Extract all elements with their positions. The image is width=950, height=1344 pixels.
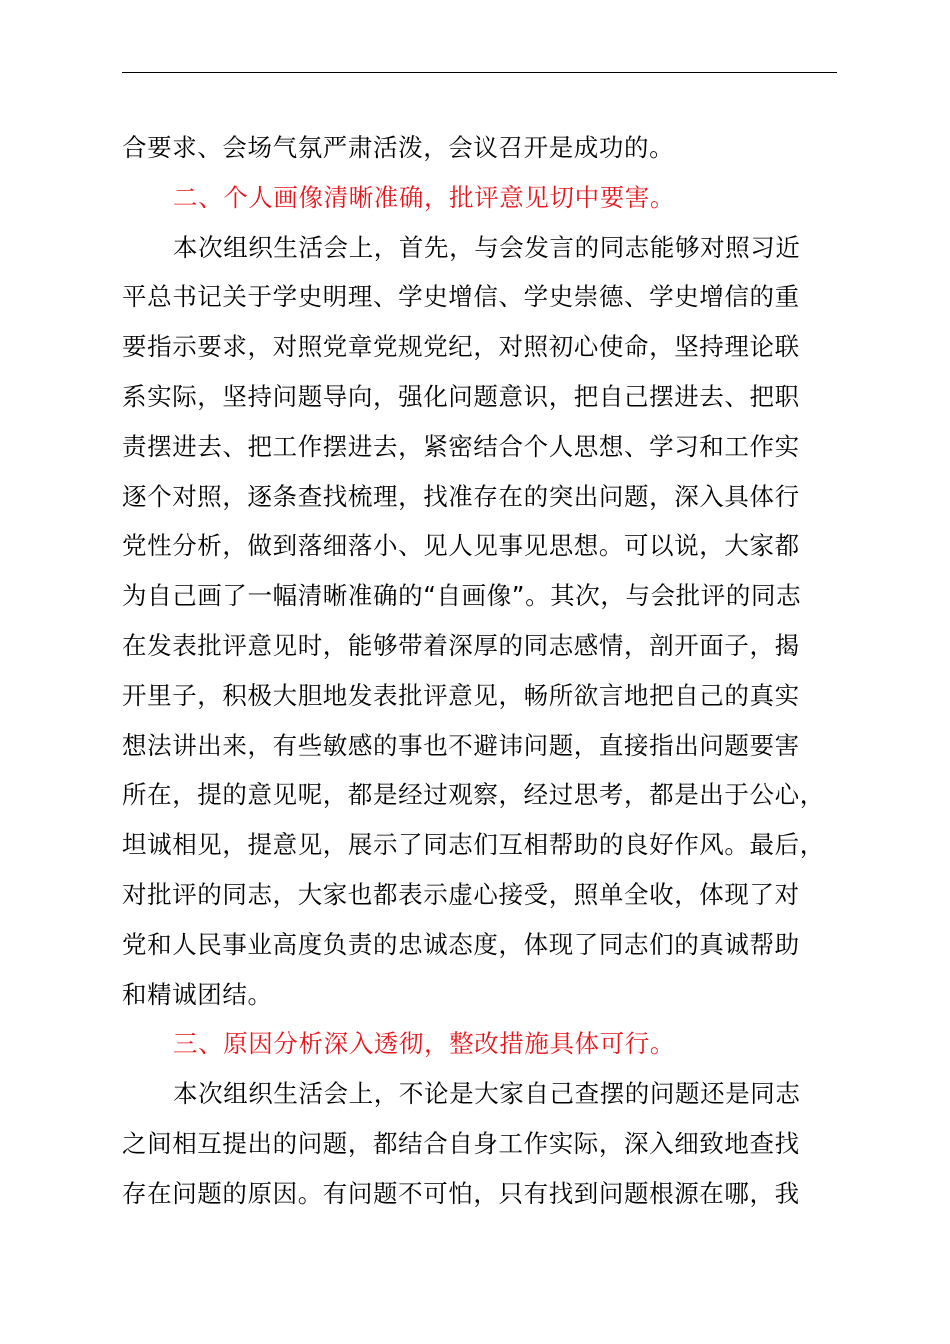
paragraph-line: 存在问题的原因。有问题不可怕，只有找到问题根源在哪，我	[122, 1178, 800, 1208]
section-heading-2: 二、个人画像清晰准确，批评意见切中要害。	[173, 182, 675, 212]
paragraph-line: 本次组织生活会上，首先，与会发言的同志能够对照习近	[173, 232, 801, 262]
paragraph-line: 本次组织生活会上，不论是大家自己查摆的问题还是同志	[173, 1079, 801, 1109]
section-heading-3: 三、原因分析深入透彻，整改措施具体可行。	[173, 1029, 675, 1059]
paragraph-line: 要指示要求，对照党章党规党纪，对照初心使命，坚持理论联	[122, 332, 800, 362]
paragraph-line: 所在，提的意见呢，都是经过观察，经过思考，都是出于公心，	[122, 780, 825, 810]
paragraph-line: 开里子，积极大胆地发表批评意见，畅所欲言地把自己的真实	[122, 680, 800, 710]
paragraph-line: 对批评的同志，大家也都表示虚心接受，照单全收，体现了对	[122, 879, 800, 909]
paragraph-line: 为自己画了一幅清晰准确的“自画像”。其次，与会批评的同志	[122, 581, 802, 611]
paragraph-line: 系实际，坚持问题导向，强化问题意识，把自己摆进去、把职	[122, 381, 800, 411]
paragraph-line: 责摆进去、把工作摆进去，紧密结合个人思想、学习和工作实	[122, 431, 800, 461]
paragraph-line: 平总书记关于学史明理、学史增信、学史崇德、学史增信的重	[122, 282, 800, 312]
paragraph-line: 想法讲出来，有些敏感的事也不避讳问题，直接指出问题要害	[122, 730, 800, 760]
paragraph-line: 合要求、会场气氛严肃活泼，会议召开是成功的。	[122, 133, 675, 162]
paragraph-line: 逐个对照，逐条查找梳理，找准存在的突出问题，深入具体行	[122, 481, 800, 511]
document-body	[122, 123, 837, 1219]
paragraph-line: 之间相互提出的问题，都结合自身工作实际，深入细致地查找	[122, 1128, 800, 1158]
paragraph-line: 党和人民事业高度负责的忠诚态度，体现了同志们的真诚帮助	[122, 929, 800, 959]
paragraph-line: 和精诚团结。	[122, 979, 273, 1009]
header-rule	[122, 72, 837, 73]
paragraph-line: 坦诚相见，提意见，展示了同志们互相帮助的良好作风。最后，	[122, 830, 825, 860]
paragraph-line: 党性分析，做到落细落小、见人见事见思想。可以说，大家都	[122, 531, 800, 561]
paragraph-line: 在发表批评意见时，能够带着深厚的同志感情，剖开面子，揭	[122, 630, 800, 660]
